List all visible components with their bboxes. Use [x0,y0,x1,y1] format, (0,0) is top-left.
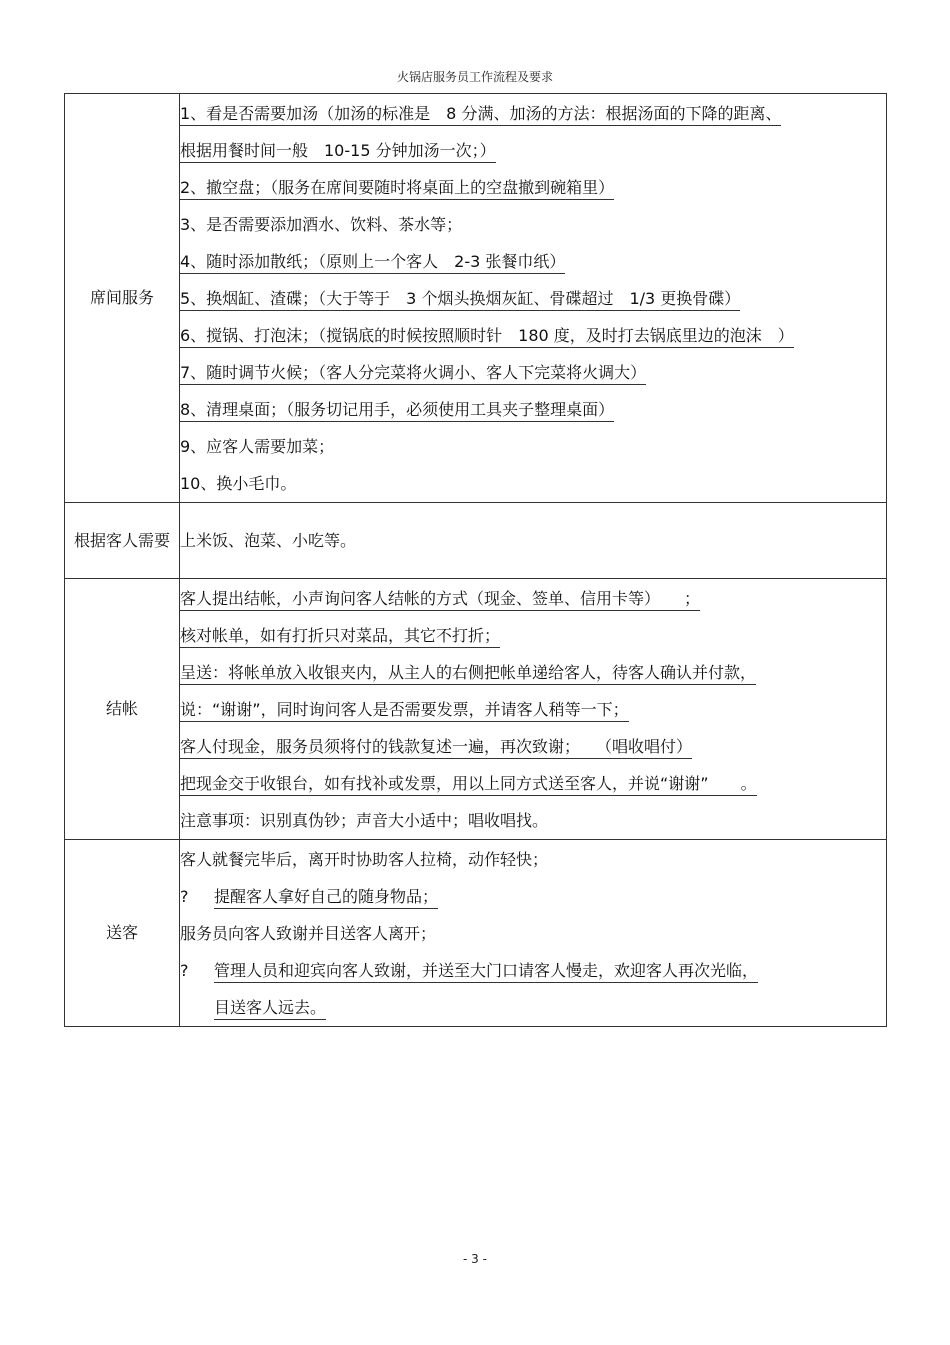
list-item: 2、撤空盘；（服务在席间要随时将桌面上的空盘撤到碗箱里） [180,178,614,200]
page-number: - 3 - [463,1252,487,1266]
list-item: 6、搅锅、打泡沫；（搅锅底的时候按照顺时针 180 度，及时打去锅底里边的泡沫 ） [180,326,794,348]
row-label: 根据客人需要 [65,503,180,579]
page-header: 火锅店服务员工作流程及要求 [396,70,553,84]
list-item: 客人提出结帐，小声询问客人结帐的方式（现金、签单、信用卡等） ； [180,589,700,611]
list-item: 客人就餐完毕后，离开时协助客人拉椅，动作轻快； [180,849,549,869]
list-item: 10、换小毛巾。 [180,473,297,493]
row-content [180,94,887,503]
row-content [180,840,887,1027]
list-item: 说：“谢谢”，同时询问客人是否需要发票，并请客人稍等一下； [180,700,629,722]
table-row [65,840,887,1027]
bullet-marker: ? [180,960,189,980]
list-item: 呈送：将帐单放入收银夹内，从主人的右侧把帐单递给客人，待客人确认并付款， [180,663,756,685]
list-item: 管理人员和迎宾向客人致谢，并送至大门口请客人慢走，欢迎客人再次光临， [214,961,758,983]
list-item: 8、清理桌面；（服务切记用手，必须使用工具夹子整理桌面） [180,400,614,422]
row-content [180,503,887,579]
row-label: 席间服务 [65,94,180,503]
row-content [180,579,887,840]
table-row [65,503,887,579]
list-item: 提醒客人拿好自己的随身物品； [214,887,438,909]
list-item: 4、随时添加散纸；（原则上一个客人 2-3 张餐巾纸） [180,252,565,274]
list-item: 目送客人远去。 [214,998,326,1020]
list-item: 根据用餐时间一般 10-15 分钟加汤一次；） [180,141,496,163]
list-item: 把现金交于收银台，如有找补或发票，用以上同方式送至客人，并说“谢谢” 。 [180,774,757,796]
list-item: 客人付现金，服务员须将付的钱款复述一遍，再次致谢； （唱收唱付） [180,737,692,759]
list-item: 1、看是否需要加汤（加汤的标准是 8 分满、加汤的方法：根据汤面的下降的距离、 [180,104,781,126]
service-table [64,93,887,1027]
table-row [65,94,887,503]
table-row [65,579,887,840]
list-item: 7、随时调节火候；（客人分完菜将火调小、客人下完菜将火调大） [180,363,646,385]
list-item: 3、是否需要添加酒水、饮料、茶水等； [180,214,463,234]
list-item: 9、应客人需要加菜； [180,436,335,456]
list-item: 核对帐单，如有打折只对菜品，其它不打折； [180,626,500,648]
bullet-marker: ? [180,886,189,906]
list-item: 上米饭、泡菜、小吃等。 [180,531,357,550]
row-label: 送客 [65,840,180,1027]
list-item: 服务员向客人致谢并目送客人离开； [180,923,437,943]
list-item: 5、换烟缸、渣碟；（大于等于 3 个烟头换烟灰缸、骨碟超过 1/3 更换骨碟） [180,289,740,311]
list-item: 注意事项：识别真伪钞；声音大小适中；唱收唱找。 [180,810,549,830]
row-label: 结帐 [65,579,180,840]
